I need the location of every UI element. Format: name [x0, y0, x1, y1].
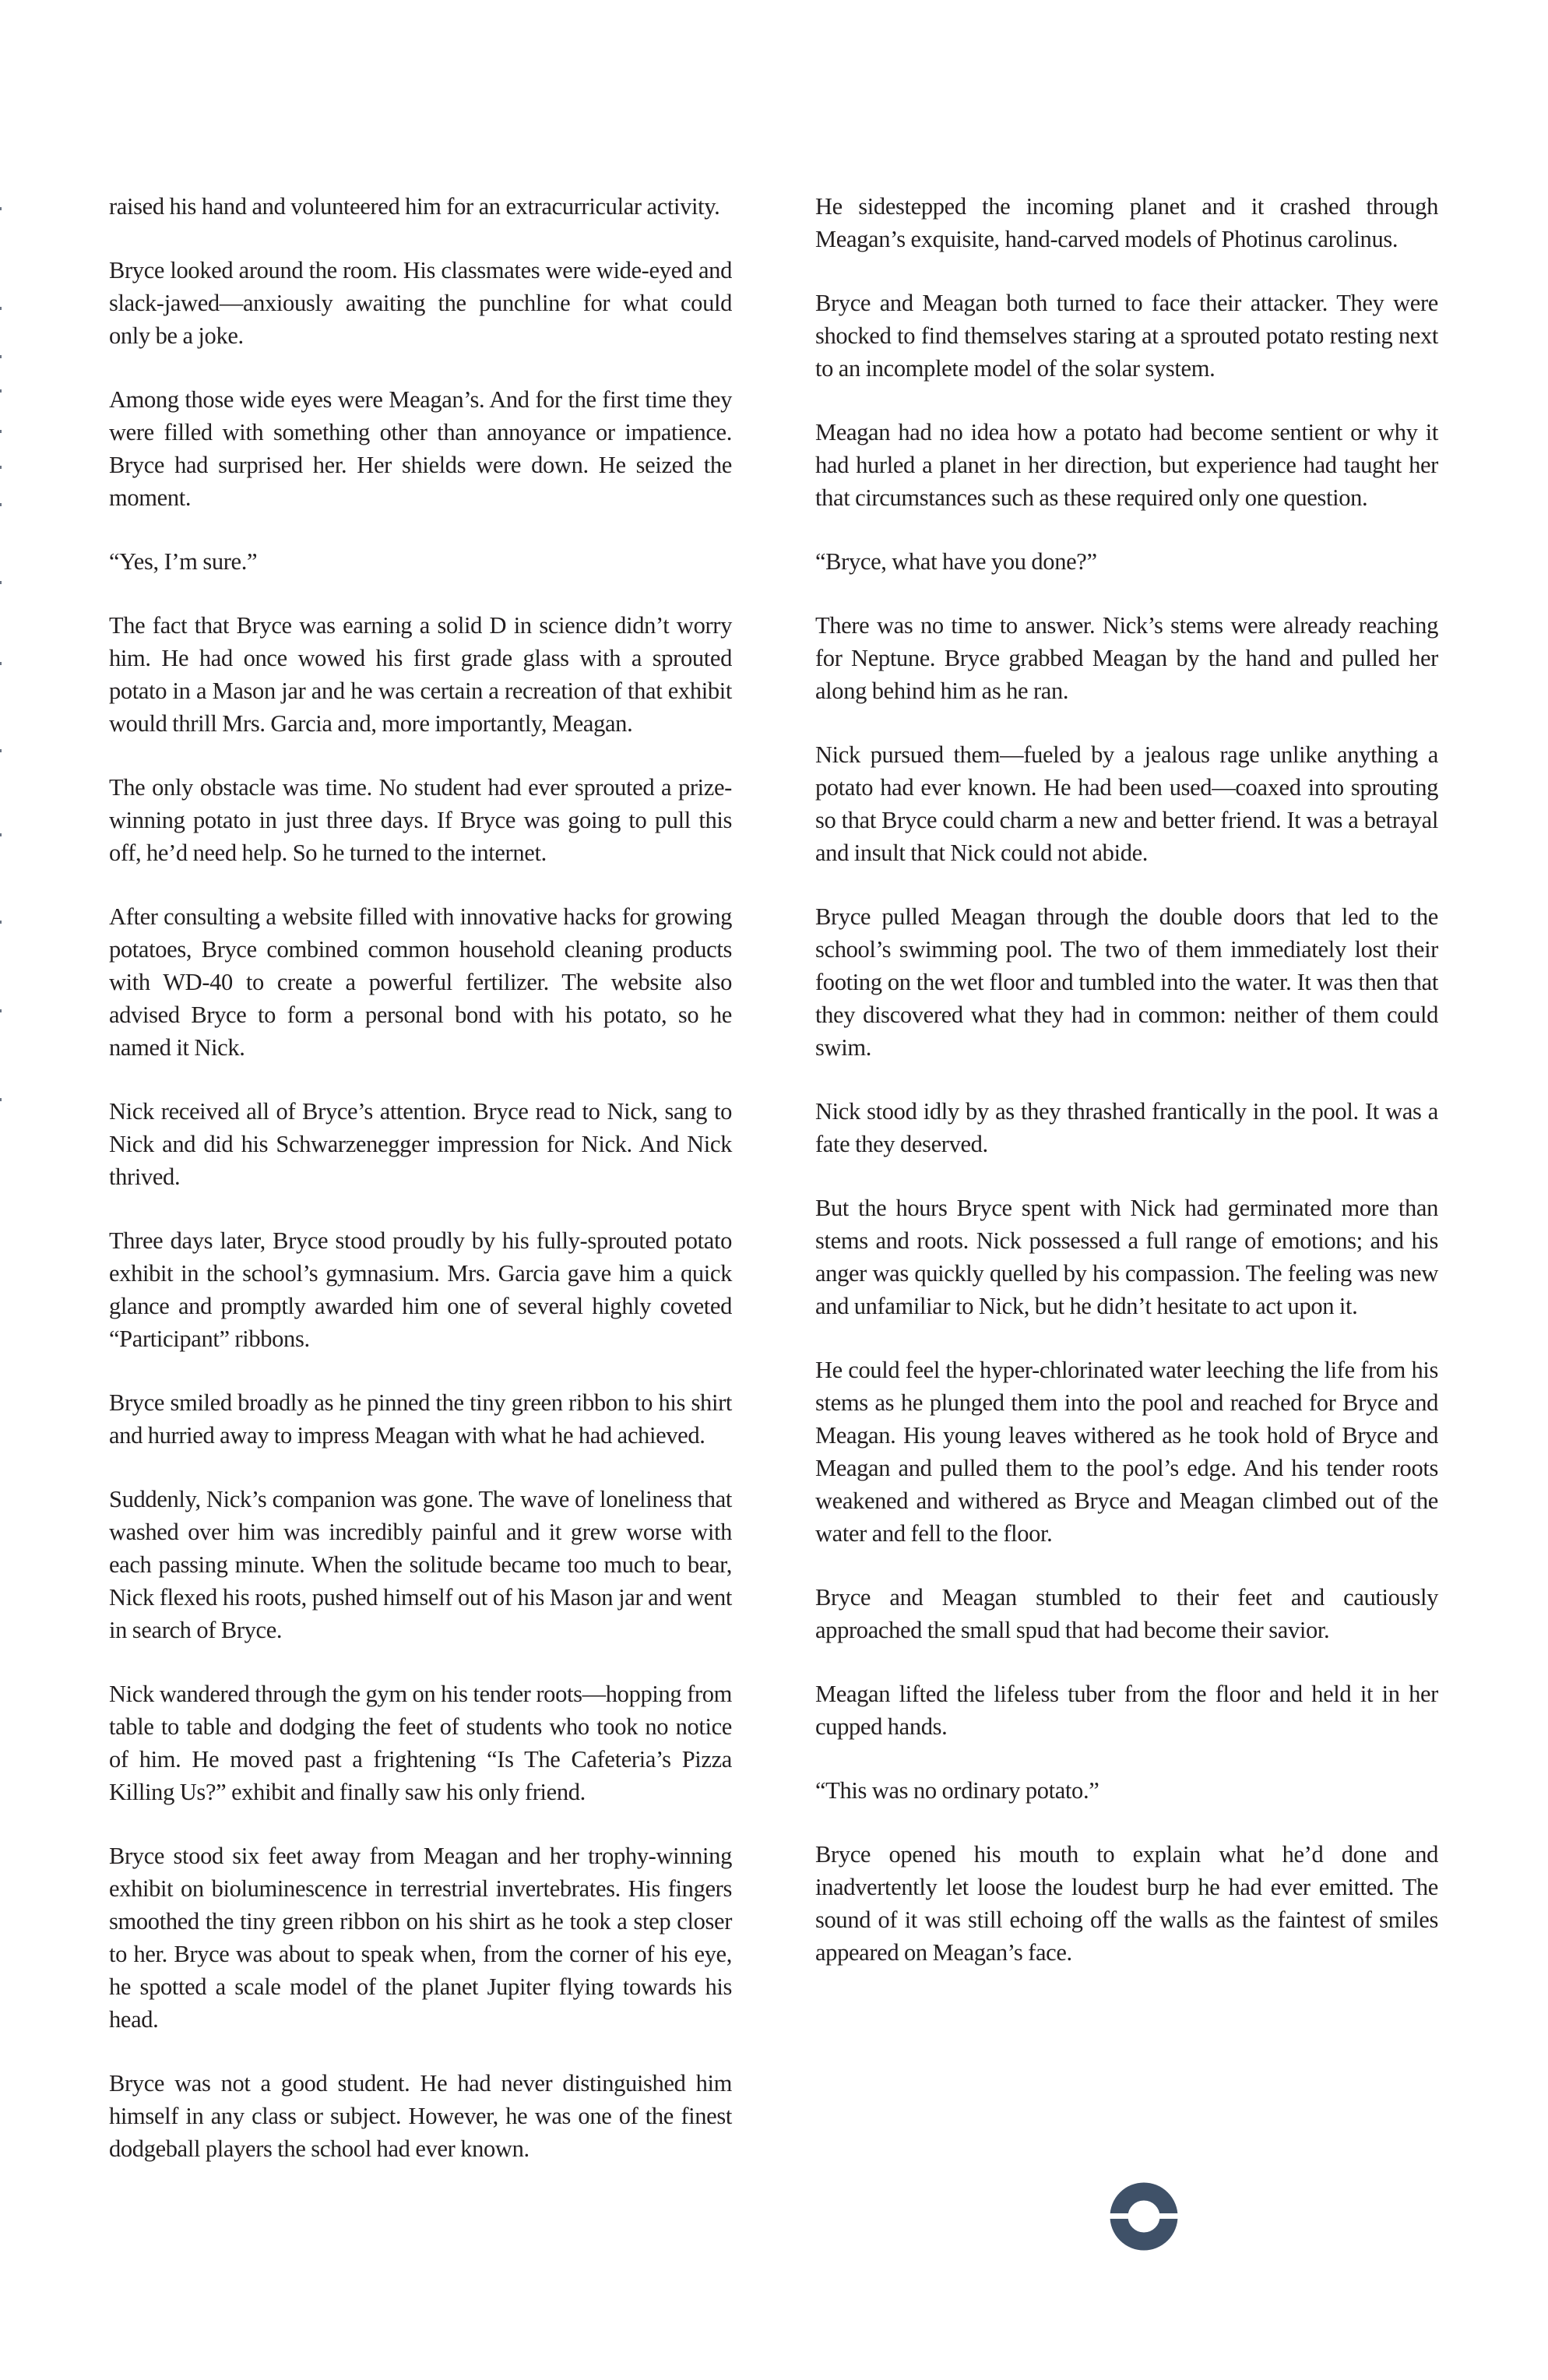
paragraph: Nick wandered through the gym on his tender roots—hopping from table to table and dodging the feet of students who took no notice of him. He moved past a frightening “Is The Cafeteria’s Pizza Killing Us?” exhibit and finally saw his only friend. — [109, 1681, 732, 1805]
edge-mark — [0, 662, 2, 665]
paragraph: Bryce looked around the room. His classmates were wide-eyed and slack-jawed—anxiously awaiting the punchline for what could only be a joke. — [109, 257, 732, 349]
paragraph: raised his hand and volunteered him for an extracurricular activity. — [109, 193, 720, 220]
paragraph: Bryce smiled broadly as he pinned the tiny green ribbon to his shirt and hurried away to impress Meagan with what he had achieved. — [109, 1389, 732, 1449]
edge-mark — [0, 1009, 2, 1012]
paragraph: The only obstacle was time. No student had ever sprouted a prize-winning potato in just three days. If Bryce was going to pull this off, he’d need help. So he turned to the internet. — [109, 774, 732, 866]
paragraph: Nick received all of Bryce’s attention. Bryce read to Nick, sang to Nick and did his Schwarzenegger impression for Nick. And Nick thrived. — [109, 1098, 732, 1190]
edge-mark — [0, 833, 2, 836]
split-ring-end-mark-icon — [1110, 2182, 1178, 2251]
edge-mark — [0, 389, 2, 393]
paragraph: Suddenly, Nick’s companion was gone. The wave of loneliness that washed over him was incredibly painful and it grew worse with each passing minute. When the solitude became too much to bear, Nick flexed his roots, pushed himself out of his Mason jar and went in search of Bryce. — [109, 1486, 732, 1643]
paragraph: Meagan had no idea how a potato had become sentient or why it had hurled a planet in her direction, but experience had taught her that circumstances such as these required only one question. — [815, 419, 1438, 511]
left-edge-bleed-marks — [0, 0, 3, 2380]
paragraph: Among those wide eyes were Meagan’s. And for the first time they were filled with something other than annoyance or impatience. Bryce had surprised her. Her shields were down. He seized the moment. — [109, 386, 732, 511]
edge-mark — [0, 581, 2, 584]
paragraph: Bryce pulled Meagan through the double doors that led to the school’s swimming pool. The two of them immediately lost their footing on the wet floor and tumbled into the water. It was then that they discovered what they had in common: neither of them could swim. — [815, 903, 1438, 1061]
paragraph: Nick stood idly by as they thrashed frantically in the pool. It was a fate they deserved. — [815, 1098, 1438, 1157]
paragraph: Bryce was not a good student. He had never distinguished him himself in any class or subject. However, he was one of the finest dodgeball players the school had ever known. — [109, 2070, 732, 2162]
paragraph: He sidestepped the incoming planet and it crashed through Meagan’s exquisite, hand-carved models of Photinus carolinus. — [815, 193, 1438, 252]
edge-mark — [0, 207, 2, 210]
paragraph: The fact that Bryce was earning a solid D in science didn’t worry him. He had once wowed his first grade glass with a sprouted potato in a Mason jar and he was certain a recreation of that exhibit would thrill Mrs. Garcia and, more importantly, Meagan. — [109, 612, 732, 737]
edge-mark — [0, 921, 2, 924]
paragraph: Bryce and Meagan both turned to face their attacker. They were shocked to find themselves staring at a sprouted potato resting next to an incomplete model of the solar system. — [815, 290, 1438, 382]
edge-mark — [0, 355, 2, 358]
paragraph: But the hours Bryce spent with Nick had germinated more than stems and roots. Nick possessed a full range of emotions; and his anger was quickly quelled by his compassion. The feeling was new and unfamiliar to Nick, but he didn’t hesitate to act upon it. — [815, 1195, 1438, 1319]
paragraph: Bryce and Meagan stumbled to their feet and cautiously approached the small spud that had become their savior. — [815, 1584, 1438, 1643]
edge-mark — [0, 749, 2, 752]
edge-mark — [0, 466, 2, 469]
paragraph: Meagan lifted the lifeless tuber from the floor and held it in her cupped hands. — [815, 1681, 1438, 1740]
edge-mark — [0, 1098, 2, 1101]
paragraph: After consulting a website filled with innovative hacks for growing potatoes, Bryce combined common household cleaning products with WD-40 to create a powerful fertilizer. The website also advised Bryce to form a personal bond with his potato, so he named it Nick. — [109, 903, 732, 1061]
paragraph: Three days later, Bryce stood proudly by his fully-sprouted potato exhibit in the school’s gymnasium. Mrs. Garcia gave him a quick glance and promptly awarded him one of several highly coveted “Participant” ribbons. — [109, 1227, 732, 1352]
paragraph: Bryce opened his mouth to explain what he’d done and inadvertently let loose the loudest burp he had ever emitted. The sound of it was still echoing off the walls as the faintest of smiles appeared on Meagan’s face. — [815, 1841, 1438, 1966]
paragraph: Nick pursued them—fueled by a jealous rage unlike anything a potato had ever known. He had been used—coaxed into sprouting so that Bryce could charm a new and better friend. It was a betrayal and insult that Nick could not abide. — [815, 741, 1438, 866]
paragraph: Bryce stood six feet away from Meagan and her trophy-winning exhibit on bioluminescence in terrestrial invertebrates. His fingers smoothed the tiny green ribbon on his shirt as he took a step closer to her. Bryce was about to speak when, from the corner of his eye, he spotted a scale model of the planet Jupiter flying towards his head. — [109, 1843, 732, 2033]
paragraph: “This was no ordinary potato.” — [815, 1777, 1099, 1804]
left-text-column — [109, 190, 732, 2196]
right-text-column — [815, 190, 1438, 2000]
edge-mark — [0, 430, 2, 433]
paragraph: “Bryce, what have you done?” — [815, 548, 1097, 575]
edge-mark — [0, 307, 2, 310]
paragraph: “Yes, I’m sure.” — [109, 548, 258, 575]
paragraph: There was no time to answer. Nick’s stems were already reaching for Neptune. Bryce grabbed Meagan by the hand and pulled her along behind him as he ran. — [815, 612, 1438, 704]
edge-mark — [0, 503, 2, 506]
paragraph: He could feel the hyper-chlorinated water leeching the life from his stems as he plunged them into the pool and reached for Bryce and Meagan. His young leaves withered as he took hold of Bryce and Meagan and pulled them to the pool’s edge. And his tender roots weakened and withered as Bryce and Meagan climbed out of the water and fell to the floor. — [815, 1357, 1438, 1547]
